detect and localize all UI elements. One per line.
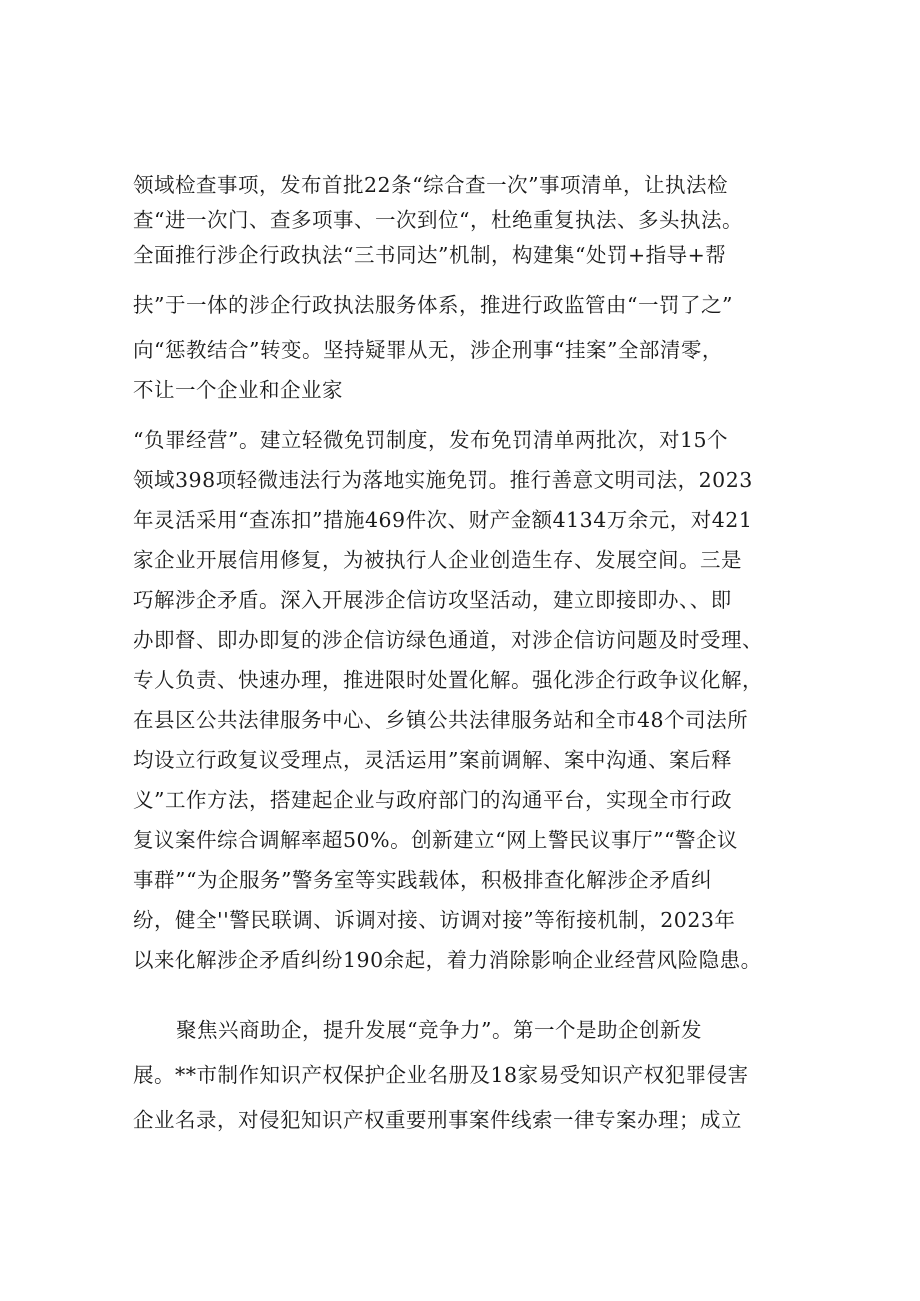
text-line: 专人负责、快速办理，推进限时处置化解。强化涉企行政争议化解， bbox=[133, 668, 763, 692]
text-line: 全面推行涉企行政执法“三书同达”机制，构建集“处罚+指导+帮 bbox=[133, 243, 727, 267]
text-line: 向“惩教结合”转变。坚持疑罪从无，涉企刑事“挂案”全部清零， bbox=[133, 338, 723, 362]
text-line: 领域检查事项，发布首批22条“综合查一次”事项清单，让执法检 bbox=[133, 173, 729, 197]
text-line: 以来化解涉企矛盾纠纷190余起，着力消除影响企业经营风险隐患。 bbox=[133, 948, 762, 972]
text-line: 年灵活采用“查冻扣”措施469件次、财产金额4134万余元，对421 bbox=[133, 508, 753, 532]
text-line: 领域398项轻微违法行为落地实施免罚。推行善意文明司法，2023 bbox=[133, 468, 753, 492]
text-line: 巧解涉企矛盾。深入开展涉企信访攻坚活动，建立即接即办、、即 bbox=[133, 588, 732, 612]
text-line: “负罪经营”。建立轻微免罚制度，发布免罚清单两批次，对15个 bbox=[133, 428, 729, 452]
text-line: 企业名录，对侵犯知识产权重要刑事案件线索一律专案办理；成立 bbox=[133, 1108, 742, 1132]
text-line: 复议案件综合调解率超50%。创新建立“网上警民议事厅”“警企议 bbox=[133, 828, 739, 852]
text-line: 查“进一次门、查多项事、一次到位“，杜绝重复执法、多头执法。 bbox=[133, 208, 743, 232]
text-line: 事群”“为企服务”警务室等实践载体，积极排查化解涉企矛盾纠 bbox=[133, 868, 712, 892]
text-line: 义”工作方法，搭建起企业与政府部门的沟通平台，实现全市行政 bbox=[133, 788, 732, 812]
text-line: 在县区公共法律服务中心、乡镇公共法律服务站和全市48个司法所 bbox=[133, 708, 749, 732]
text-line: 扶”于一体的涉企行政执法服务体系，推进行政监管由“一罚了之” bbox=[133, 293, 733, 317]
text-line: 家企业开展信用修复，为被执行人企业创造生存、发展空间。三是 bbox=[133, 548, 742, 572]
text-line: 办即督、即办即复的涉企信访绿色通道，对涉企信访问题及时受理、 bbox=[133, 628, 763, 652]
paragraph-heading-line: 聚焦兴商助企，提升发展“竞争力”。第一个是助企创新发 bbox=[176, 1018, 702, 1042]
text-line: 均设立行政复议受理点，灵活运用”案前调解、案中沟通、案后释 bbox=[133, 748, 732, 772]
text-line: 不让一个企业和企业家 bbox=[133, 378, 343, 402]
text-line: 展。**市制作知识产权保护企业名册及18家易受知识产权犯罪侵害 bbox=[133, 1063, 749, 1087]
text-line: 纷，健全''警民联调、诉调对接、访调对接”等衔接机制，2023年 bbox=[133, 908, 736, 932]
